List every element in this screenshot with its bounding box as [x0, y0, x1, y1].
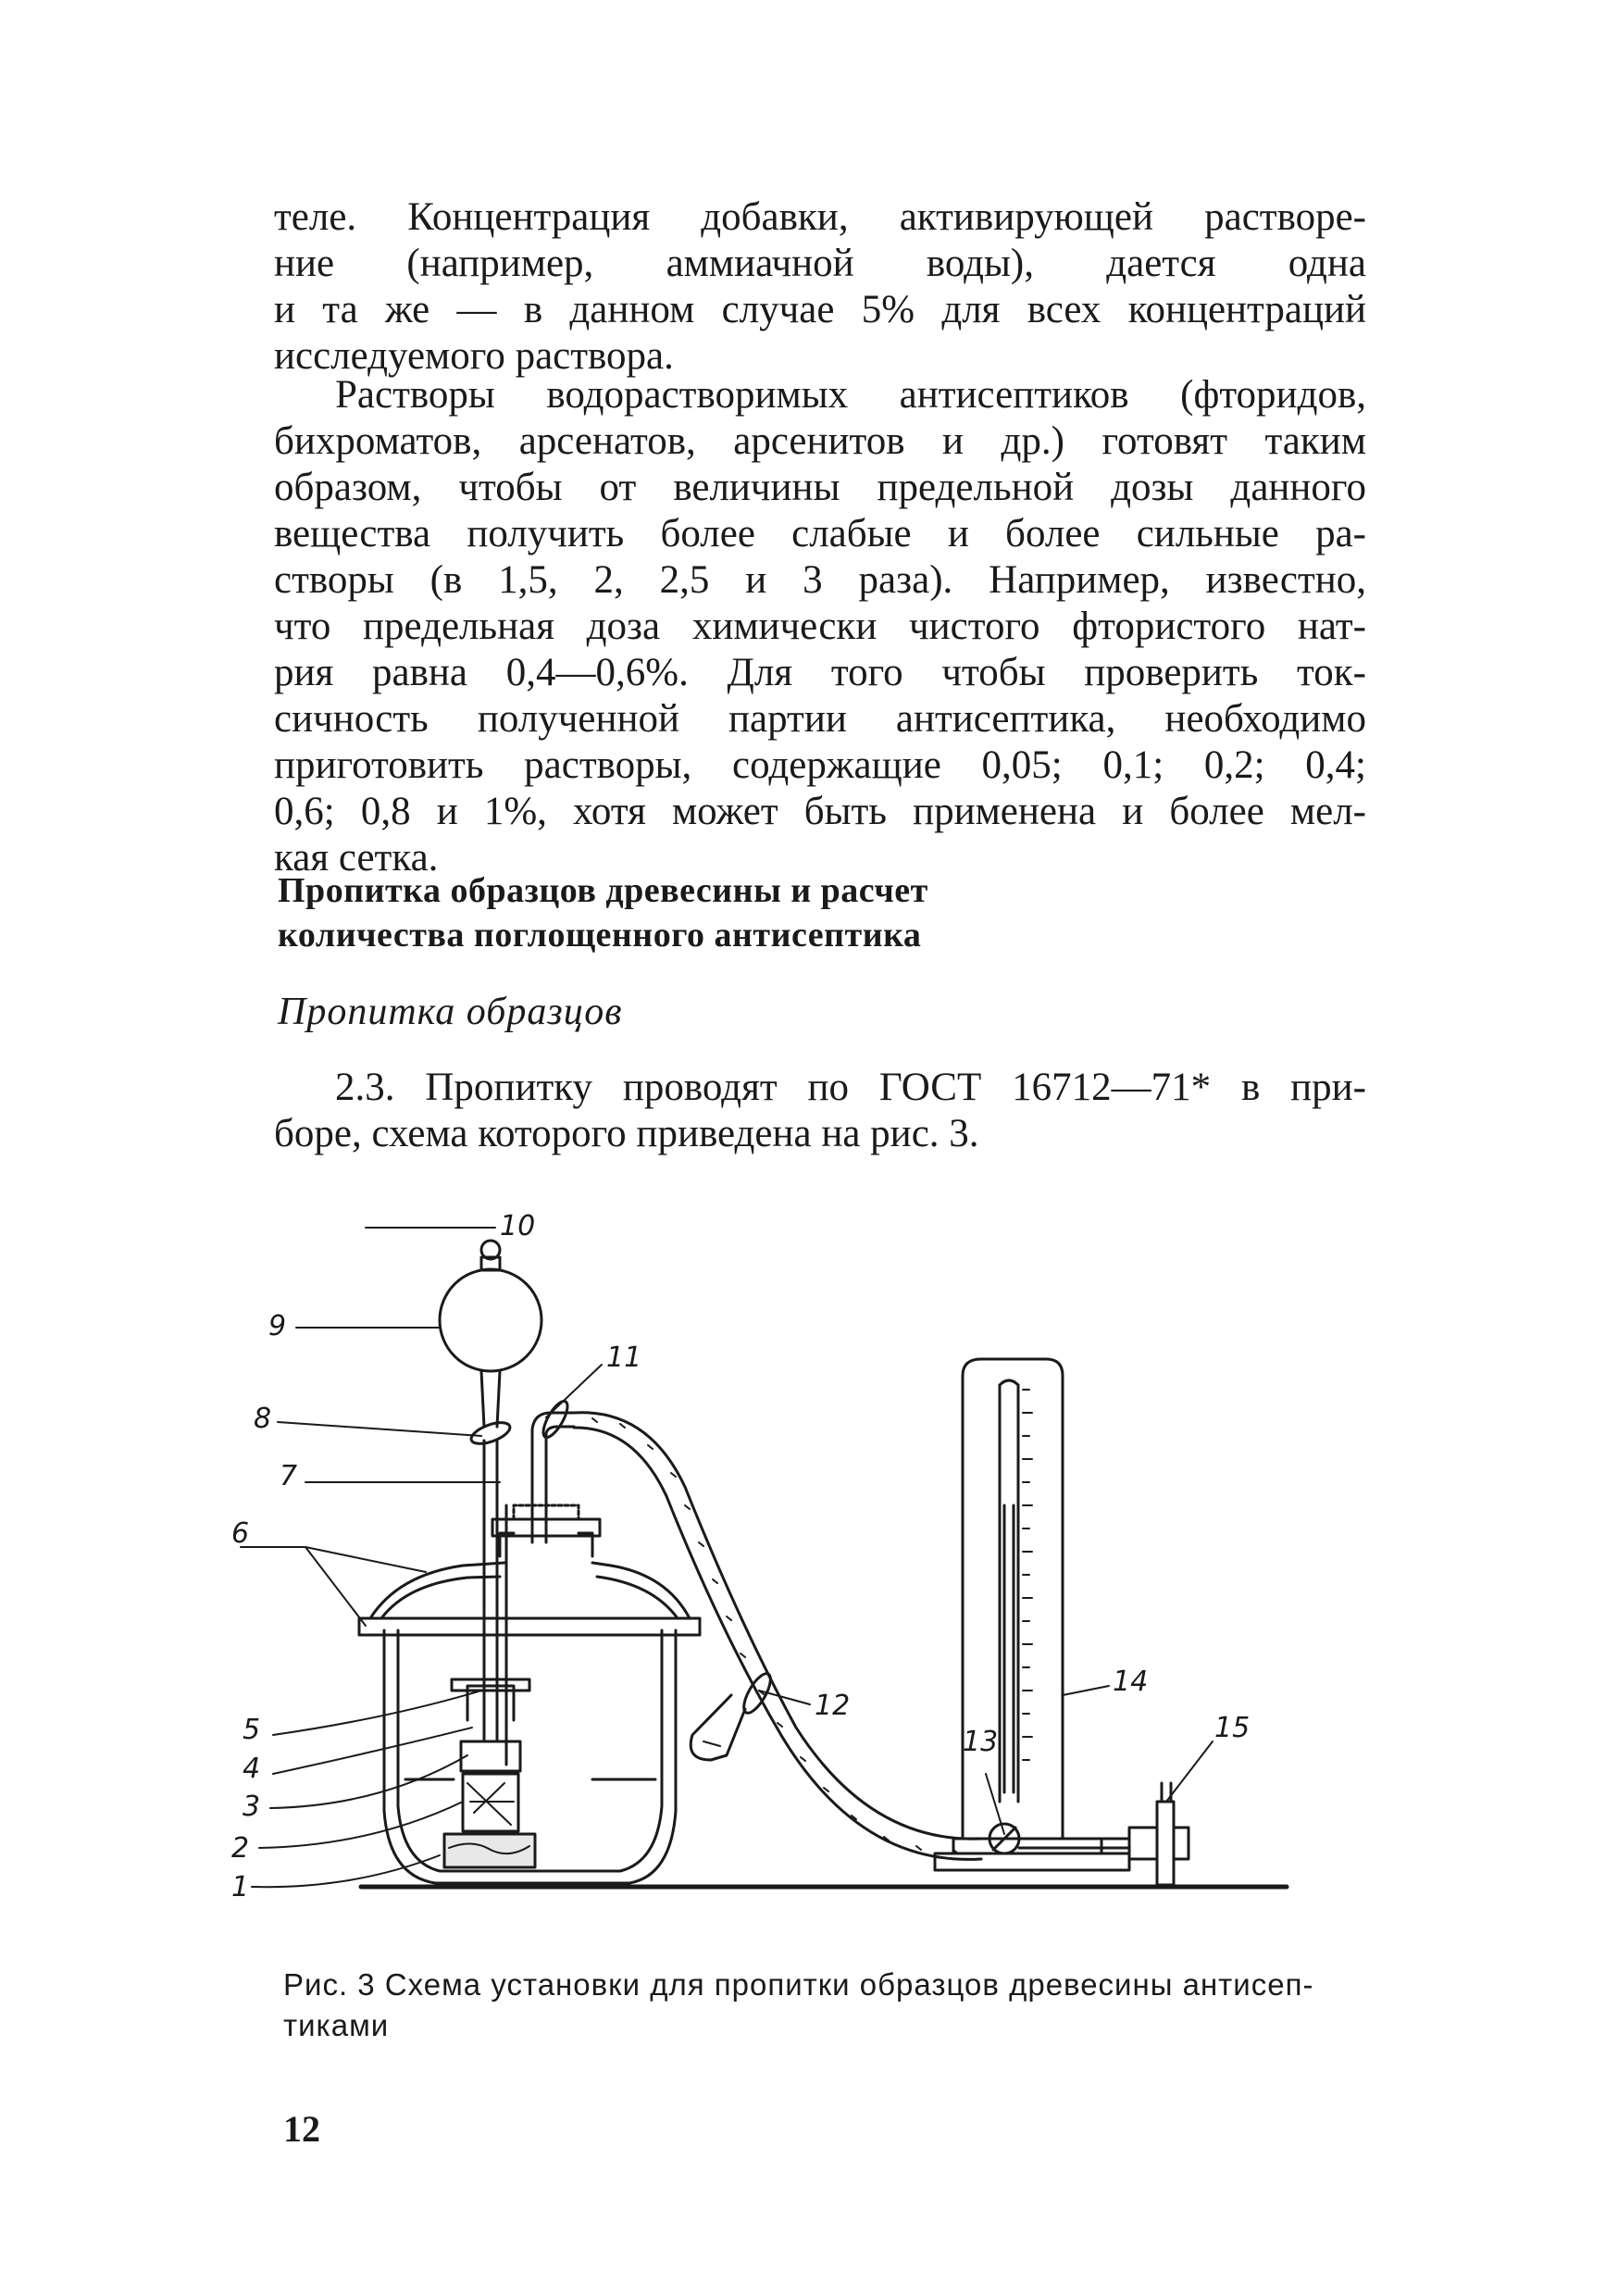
caption-line: тиками — [283, 2008, 390, 2042]
label-10: 10 — [500, 1210, 536, 1242]
label-9: 9 — [268, 1310, 287, 1342]
text-line: 0,6; 0,8 и 1%, хотя может быть применена и более мел- — [274, 790, 1366, 833]
text-line: Растворы водорастворимых антисептиков (фторидов, — [335, 373, 1366, 417]
text-line: створы (в 1,5, 2, 2,5 и 3 раза). Например, известно, — [274, 558, 1366, 602]
text-line: теле. Концентрация добавки, активирующей растворе- — [274, 195, 1366, 239]
apparatus-diagram — [231, 1191, 1407, 1931]
stopcock-8 — [468, 1418, 513, 1448]
label-8: 8 — [254, 1403, 272, 1435]
valve-15 — [1129, 1783, 1189, 1885]
air-inlet-valve — [691, 1670, 776, 1760]
text-line: 2.3. Пропитку проводят по ГОСТ 16712—71* в при- — [335, 1066, 1366, 1109]
specimen-holder — [444, 1679, 535, 1867]
vessel — [359, 1505, 700, 1883]
heading-line: Пропитка образцов древесины и расчет — [278, 871, 928, 910]
label-1: 1 — [231, 1871, 250, 1903]
side-tube — [532, 1398, 574, 1542]
label-12: 12 — [815, 1690, 851, 1722]
label-7: 7 — [280, 1460, 298, 1492]
paragraph-3 — [274, 1065, 1366, 1157]
funnel — [440, 1241, 541, 1427]
heading-line: количества поглощенного антисептика — [278, 916, 922, 955]
text-line: образом, чтобы от величины предельной дозы данного — [274, 466, 1366, 509]
label-14: 14 — [1113, 1666, 1149, 1698]
text-line: кая сетка. — [274, 836, 439, 880]
central-tube — [484, 1441, 506, 1765]
text-line: сичность полученной партии антисептика, необходимо — [274, 697, 1366, 741]
page-number: 12 — [283, 2108, 320, 2150]
text-line: приготовить растворы, содержащие 0,05; 0,1; 0,2; 0,4; — [274, 743, 1366, 787]
label-15: 15 — [1214, 1712, 1251, 1744]
text-line: ние (например, аммиачной воды), дается одна — [274, 242, 1366, 285]
section-heading — [278, 868, 1342, 957]
figure-apparatus-diagram — [231, 1191, 1407, 1931]
text-line: боре, схема которого приведена на рис. 3. — [274, 1112, 979, 1155]
paragraph-2 — [274, 372, 1366, 881]
text-line: рия равна 0,4—0,6%. Для того чтобы проверить ток- — [274, 651, 1366, 694]
text-line: и та же — в данном случае 5% для всех концентраций — [274, 288, 1366, 331]
manometer — [935, 1359, 1129, 1870]
label-11: 11 — [606, 1341, 642, 1374]
label-4: 4 — [243, 1753, 261, 1785]
paragraph-1 — [274, 194, 1366, 380]
figure-caption — [283, 1965, 1375, 2046]
label-6: 6 — [231, 1517, 250, 1550]
leader-lines — [241, 1228, 1213, 1887]
text-line: что предельная доза химически чистого фтористого нат- — [274, 605, 1366, 648]
caption-line: Рис. 3 Схема установки для пропитки образцов древесины антисеп- — [283, 1967, 1314, 2002]
label-2: 2 — [231, 1832, 250, 1865]
text-line: исследуемого раствора. — [274, 334, 674, 378]
text-line: бихроматов, арсенатов, арсенитов и др.) готовят таким — [274, 419, 1366, 463]
subsection-heading: Пропитка образцов — [278, 991, 623, 1033]
label-5: 5 — [243, 1714, 261, 1746]
label-3: 3 — [243, 1791, 261, 1823]
label-13: 13 — [963, 1726, 999, 1758]
text-line: вещества получить более слабые и более сильные ра- — [274, 512, 1366, 555]
